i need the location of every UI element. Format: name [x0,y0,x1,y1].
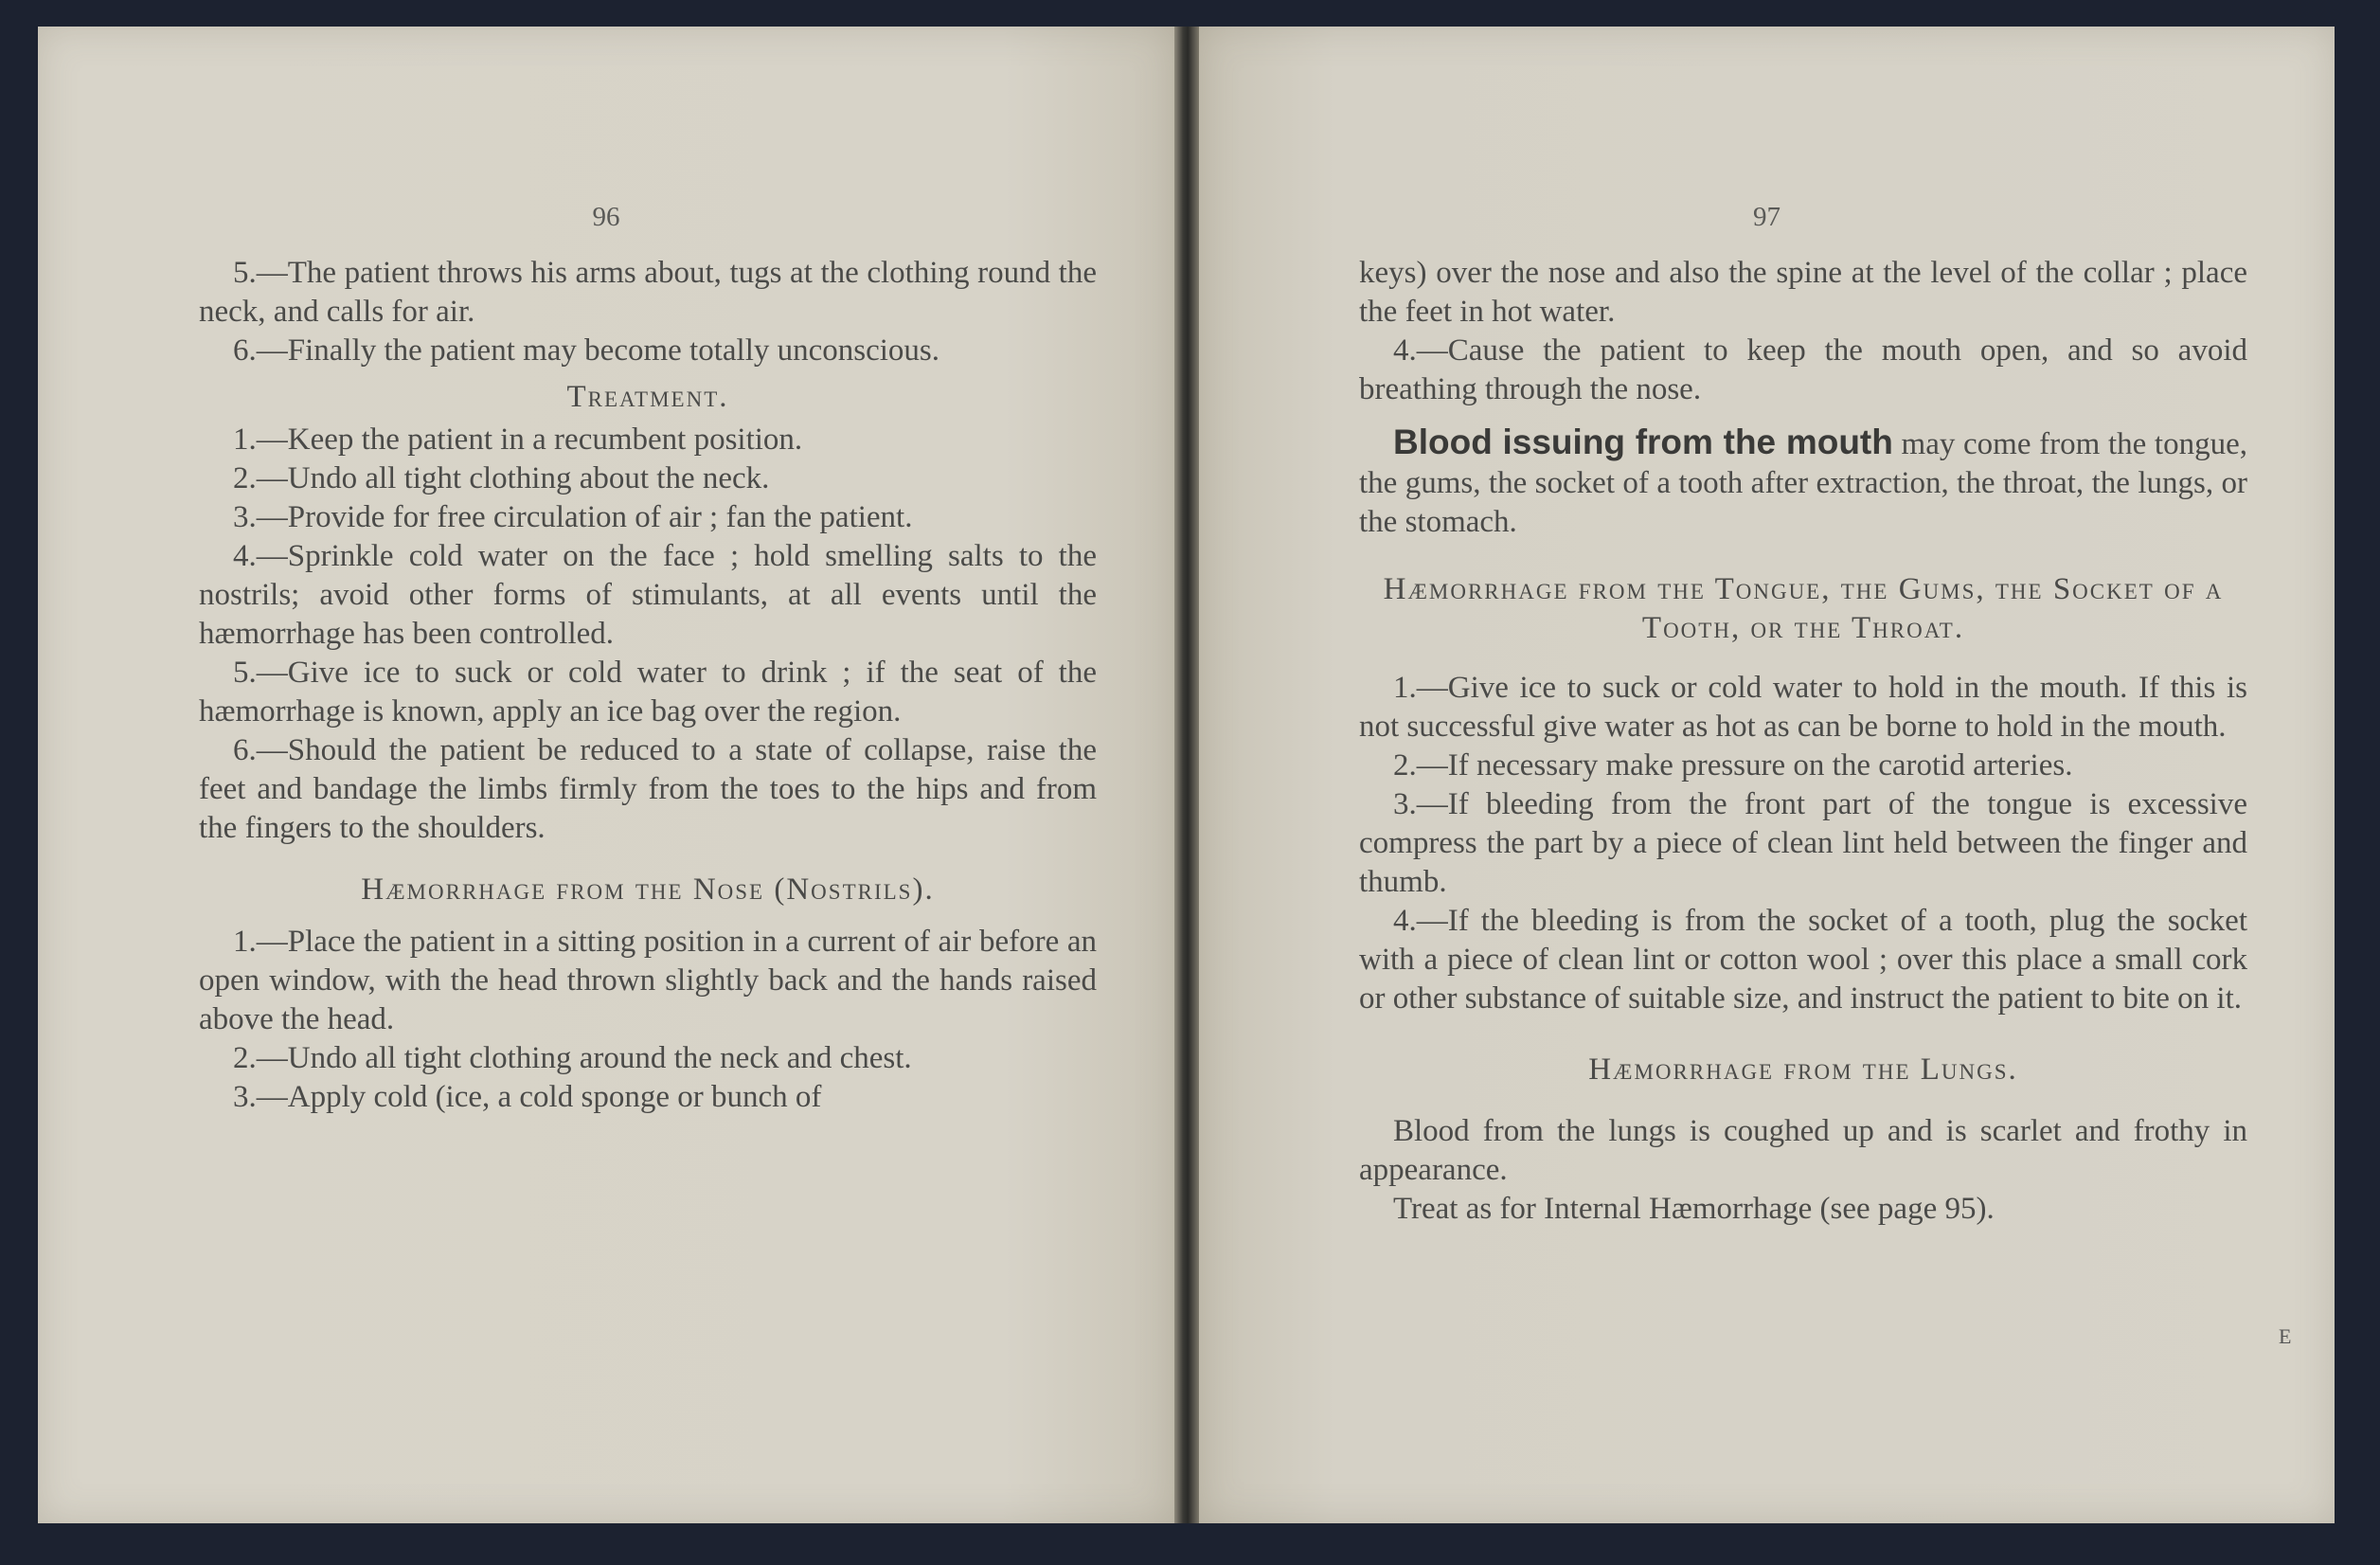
mouth-text: may come from the tongue, the gums, the socket of a tooth after extraction, the throat, the lungs, or the stomach. [1359,427,2247,539]
book-spread [38,27,2335,1523]
paragraph: 6.—Finally the patient may become totally unconscious. [233,333,940,368]
paragraph: Treat as for Internal Hæmorrhage (see page 95). [1393,1192,1995,1226]
page-number: 97 [1753,202,1781,232]
book-gutter [1174,27,1199,1523]
list-item: 3.—Provide for free circulation of air ; fan the patient. [233,500,913,534]
right-page [1199,27,2335,1523]
mouth-paragraph [1359,423,2247,542]
list-item: 2.—Undo all tight clothing about the neck. [233,461,770,495]
nose-heading: Hæmorrhage from the Nose (Nostrils). [361,872,935,907]
paragraph: Blood from the lungs is coughed up and is scarlet and frothy in appearance. [1359,1114,2247,1187]
list-item: 2.—Undo all tight clothing around the neck and chest. [233,1041,912,1075]
right-page-text [1359,254,2247,1229]
page-number: 96 [592,202,620,232]
list-item: 3.—Apply cold (ice, a cold sponge or bunch of [233,1080,822,1114]
list-item: 4.—Cause the patient to keep the mouth open, and so avoid breathing through the nose. [1359,333,2247,406]
list-item: 1.—Keep the patient in a recumbent position. [233,423,803,457]
paragraph: 5.—The patient throws his arms about, tugs at the clothing round the neck, and calls for air. [199,256,1097,329]
lungs-heading: Hæmorrhage from the Lungs. [1588,1052,2018,1087]
tongue-heading: Hæmorrhage from the Tongue, the Gums, the Socket of a Tooth, or the Throat. [1383,572,2224,645]
list-item: 4.—Sprinkle cold water on the face ; hold smelling salts to the nostrils; avoid other forms of stimulants, at all events until the hæmorrhage has been controlled. [199,539,1097,651]
list-item: 1.—Give ice to suck or cold water to hold in the mouth. If this is not successful give water as hot as can be borne to hold in the mouth. [1359,671,2247,744]
left-page [38,27,1174,1523]
list-item: 3.—If bleeding from the front part of the tongue is excessive compress the part by a piece of clean lint held between the finger and thumb. [1359,787,2247,899]
left-page-text [199,254,1097,1117]
mouth-lead: Blood issuing from the mouth [1393,423,1893,461]
list-item: 2.—If necessary make pressure on the carotid arteries. [1393,748,2073,782]
treatment-heading: Treatment. [566,380,729,414]
list-item: 1.—Place the patient in a sitting position in a current of air before an open window, with the head thrown slightly back and the hands raised above the head. [199,925,1097,1036]
paragraph: keys) over the nose and also the spine at the level of the collar ; place the feet in hot water. [1359,256,2247,329]
list-item: 5.—Give ice to suck or cold water to drink ; if the seat of the hæmorrhage is known, apply an ice bag over the region. [199,656,1097,729]
list-item: 4.—If the bleeding is from the socket of a tooth, plug the socket with a piece of clean lint or cotton wool ; over this place a small cork or other substance of suitable size, and instruct the patient to bite on it. [1359,904,2247,1016]
list-item: 6.—Should the patient be reduced to a state of collapse, raise the feet and bandage the limbs firmly from the toes to the hips and from the fingers to the shoulders. [199,733,1097,845]
signature-mark: E [2279,1324,2292,1348]
